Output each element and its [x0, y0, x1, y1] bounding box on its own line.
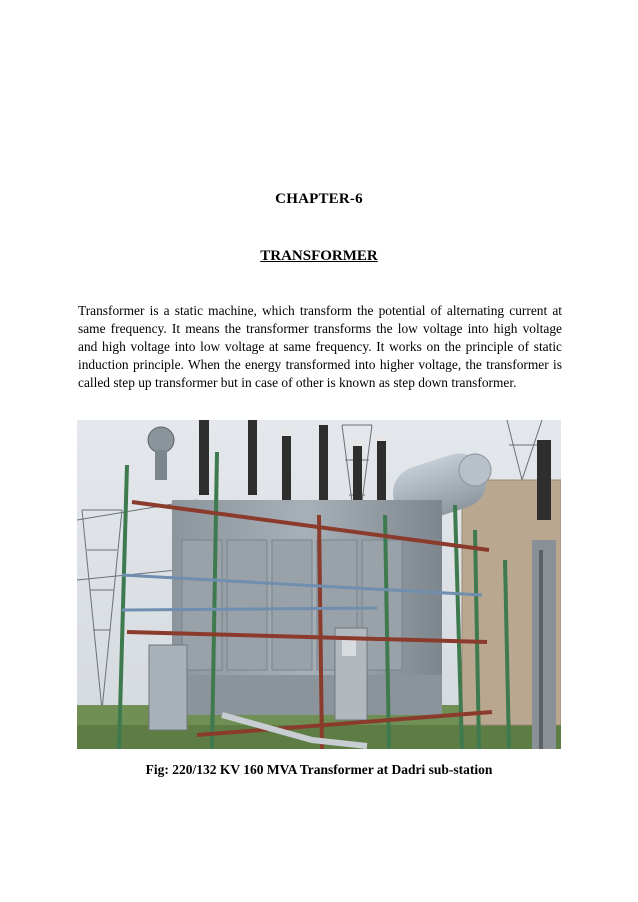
chapter-title: TRANSFORMER — [260, 248, 378, 264]
chapter-heading: CHAPTER-6 — [275, 191, 363, 207]
figure-caption: Fig: 220/132 KV 160 MVA Transformer at Dadri sub-station — [145, 762, 493, 777]
transformer-photo — [77, 420, 561, 749]
body-paragraph: Transformer is a static machine, which transform the potential of alternating current at same frequency. It means the transformer transforms the low voltage into high voltage and high voltage into low voltage at same frequency. It works on the principle of static induction principle. When the energy transformed into higher voltage, the transformer is called step up transformer but in case of other is known as step down transformer. — [78, 303, 562, 391]
